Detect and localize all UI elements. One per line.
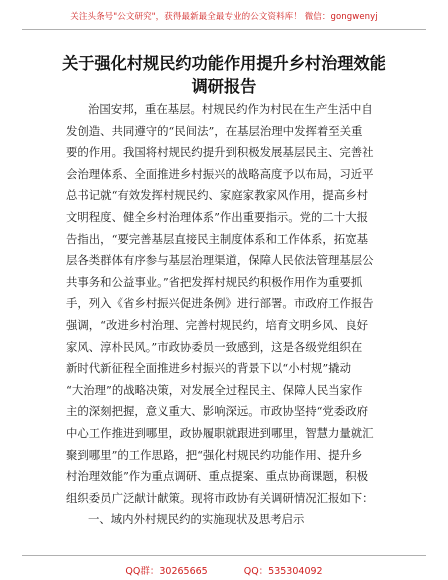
paragraph-line: 要的作用。我国将村规民约提升到积极发展基层民主、完善社 xyxy=(66,145,374,160)
paragraph-line: 告指出，“要完善基层直接民主制度体系和工作体系，拓宽基 xyxy=(66,231,368,246)
document-title-line-2: 调研报告 xyxy=(191,77,257,96)
qq-group-number: QQ群：30265665 xyxy=(125,566,208,577)
paragraph-line: 发创造、共同遵守的“民间法”，在基层治理中发挥着至关重 xyxy=(66,123,363,138)
paragraph-line: 家风、淳朴民风。”市政协委员一致感到，这是各级党组织在 xyxy=(66,339,363,354)
paragraph-line: 主的深刻把握，意义重大、影响深远。市政协坚持“党委政府 xyxy=(66,404,368,419)
paragraph-line: 会治理体系、全面推进乡村振兴的战略高度予以布局，习近平 xyxy=(66,166,374,181)
paragraph-line: 村治理效能”作为重点调研、重点提案、重点协商课题，积极 xyxy=(66,469,368,484)
paragraph-line: 中心工作推进到哪里，政协履职就跟进到哪里，智慧力量就汇 xyxy=(66,425,374,440)
paragraph-line: 强调，“改进乡村治理、完善村规民约，培育文明乡风、良好 xyxy=(66,317,368,332)
paragraph-line: 层各类群体有序参与基层治理渠道，保障人民依法管理基层公 xyxy=(66,253,374,268)
footer-divider xyxy=(22,555,426,556)
paragraph-line: 治国安邦，重在基层。村规民约作为村民在生产生活中自 xyxy=(88,102,373,116)
header-divider xyxy=(22,29,426,30)
paragraph-line: 新时代新征程全面推进乡村振兴的背景下以“小村规”撬动 xyxy=(66,361,352,376)
paragraph-line: 文明程度、健全乡村治理体系”作出重要指示。党的二十大报 xyxy=(66,209,368,224)
paragraph-line: 聚到哪里”的工作思路，把“强化村规民约功能作用、提升乡 xyxy=(66,447,363,462)
paragraph-line: 组织委员广泛献计献策。现将市政协有关调研情况汇报如下： xyxy=(66,490,374,505)
paragraph-line: 手，列入《省乡村振兴促进条例》进行部署。市政府工作报告 xyxy=(66,296,374,311)
header-banner: 关注头条号"公文研究"，获得最新最全最专业的公文资料库！ 微信：gongwenyj xyxy=(70,12,378,22)
paragraph-line: 共事务和公益事业。”省把发挥村规民约积极作用作为重要抓 xyxy=(66,274,363,289)
paragraph-line: 总书记就“有效发挥村规民约、家庭家教家风作用，提高乡村 xyxy=(66,188,368,203)
document-title-line-1: 关于强化村规民约功能作用提升乡村治理效能 xyxy=(62,54,386,73)
paragraph-line: “大治理”的战略决策，对发展全过程民主、保障人民当家作 xyxy=(66,382,363,397)
qq-number: QQ：535304092 xyxy=(243,566,323,577)
document-body xyxy=(66,99,382,531)
footer-contact xyxy=(0,563,448,577)
section-heading: 一、域内外村规民约的实施现状及思考启示 xyxy=(88,512,305,527)
